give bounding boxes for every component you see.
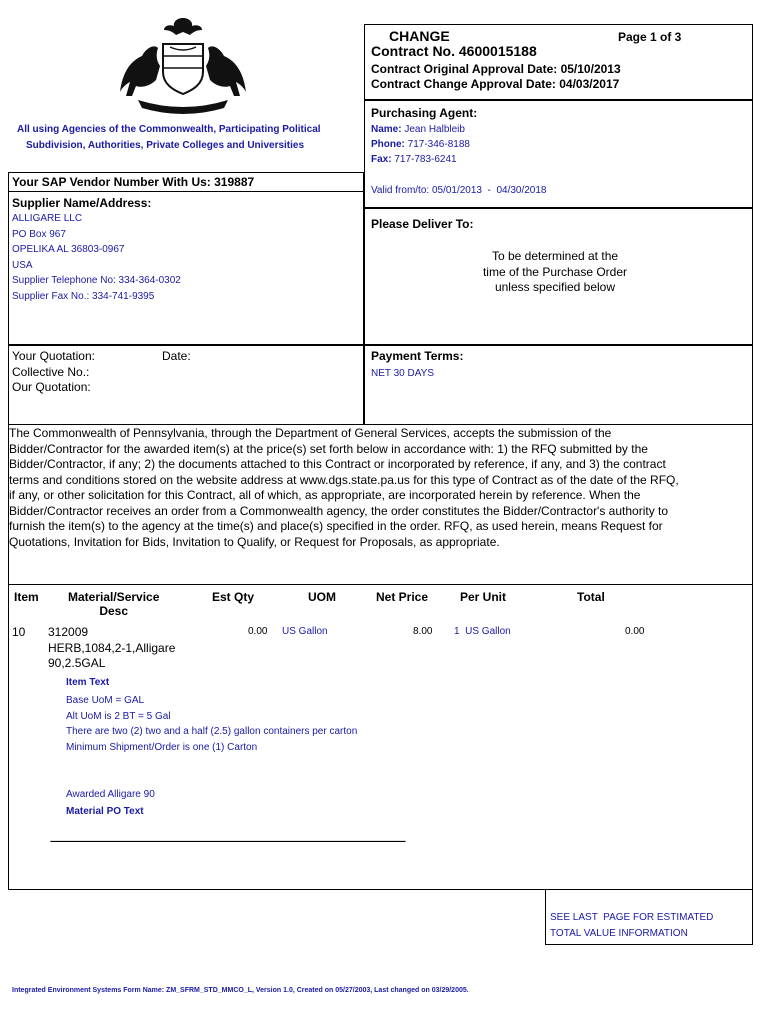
- supplier-line: Supplier Telephone No: 334-364-0302: [12, 275, 181, 286]
- row-desc-line: 90,2.5GAL: [48, 656, 106, 670]
- col-header-material-1: Material/Service: [68, 590, 160, 604]
- col-header-qty: Est Qty: [212, 590, 255, 604]
- col-header-net-price: Net Price: [376, 590, 429, 604]
- collective-no-label: Collective No.:: [12, 365, 90, 379]
- page-number: Page 1 of 3: [618, 30, 682, 44]
- terms-line: Bidder/Contractor receives an order from a Commonwealth agency, the order constitutes the Bidder/Contractor's authority to: [9, 503, 669, 518]
- col-header-material-2: Desc: [99, 604, 129, 618]
- item-text-line: Minimum Shipment/Order is one (1) Carton: [66, 741, 258, 753]
- col-header-item: Item: [14, 590, 39, 604]
- item-text-title: Item Text: [66, 677, 110, 688]
- supplier-line: Supplier Fax No.: 334-741-9395: [12, 290, 155, 302]
- payment-terms-value: NET 30 DAYS: [371, 368, 434, 379]
- awarded-text: Awarded Alligare 90: [66, 789, 155, 800]
- row-per-unit: 1 US Gallon: [454, 626, 511, 637]
- payment-terms-title: Payment Terms:: [371, 349, 464, 363]
- agent-name-value: Jean Halbleib: [404, 124, 465, 135]
- agent-name: [371, 122, 465, 138]
- agent-fax: [371, 152, 457, 168]
- row-qty: 0.00: [248, 626, 268, 637]
- valid-dates: Valid from/to: 05/01/2013 - 04/30/2018: [371, 185, 547, 196]
- agencies-note-1: All using Agencies of the Commonwealth, Participating Political: [17, 124, 321, 135]
- change-label: CHANGE: [389, 28, 450, 44]
- supplier-line: OPELIKA AL 36803-0967: [12, 244, 125, 255]
- your-quotation-label: Your Quotation:: [12, 349, 95, 363]
- form-footer: Integrated Environment Systems Form Name: ZM_SFRM_STD_MMCO_L, Version 1.0, Created on 05/27/2003, Last changed on 03/29/2005.: [12, 987, 469, 994]
- original-approval-date: Contract Original Approval Date: 05/10/2013: [371, 62, 621, 76]
- terms-line: Quotations, Invitation for Bids, Invitation to Qualify, or Request for Proposals, as appropriate.: [9, 534, 500, 549]
- agent-fax-label: Fax:: [371, 154, 392, 165]
- row-total: 0.00: [625, 626, 645, 637]
- quotation-date-label: Date:: [162, 349, 191, 363]
- our-quotation-label: Our Quotation:: [12, 380, 91, 394]
- terms-paragraph: [9, 426, 679, 550]
- deliver-title: Please Deliver To:: [371, 217, 474, 231]
- see-last-page-line-2: TOTAL VALUE INFORMATION: [550, 928, 688, 939]
- agent-fax-value: 717-783-6241: [394, 154, 457, 165]
- item-text-line: Alt UoM is 2 BT = 5 Gal: [66, 710, 171, 722]
- col-header-material: [68, 590, 159, 618]
- supplier-line: PO Box 967: [12, 228, 66, 240]
- row-material: [48, 625, 175, 672]
- see-last-page-line-1: SEE LAST PAGE FOR ESTIMATED: [550, 912, 714, 923]
- row-uom: US Gallon: [282, 626, 328, 637]
- row-material-number: 312009: [48, 625, 89, 639]
- dash-separator: -------------------------------------------------------------------------------------------------------------------------------------------------------------------------------------------: [50, 836, 405, 846]
- contract-number: Contract No. 4600015188: [371, 43, 537, 59]
- item-text-lines: [66, 693, 357, 755]
- supplier-line: ALLIGARE LLC: [12, 213, 83, 224]
- supplier-title: Supplier Name/Address:: [12, 196, 152, 210]
- row-item-number: 10: [12, 625, 26, 639]
- terms-line: The Commonwealth of Pennsylvania, through the Department of General Services, accepts the submission of the: [9, 426, 612, 440]
- supplier-address: [12, 211, 181, 304]
- col-header-total: Total: [577, 590, 605, 604]
- agent-phone: [371, 137, 470, 153]
- terms-line: if any, or other solicitation for this Contract, all of which, as appropriate, are incorporated herein by reference. When the: [9, 488, 641, 502]
- supplier-line: USA: [12, 259, 33, 271]
- sap-vendor-number: Your SAP Vendor Number With Us: 319887: [12, 175, 255, 189]
- terms-line: Bidder/Contractor for the awarded item(s) at the price(s) set forth below in accordance with: 1) the RFQ submitted by the: [9, 441, 648, 456]
- col-header-uom: UOM: [308, 590, 336, 604]
- change-approval-date: Contract Change Approval Date: 04/03/2017: [371, 77, 620, 91]
- deliver-line: unless specified below: [494, 280, 616, 294]
- item-text-line: Base UoM = GAL: [66, 695, 145, 706]
- agencies-note-2: Subdivision, Authorities, Private Colleges and Universities: [26, 140, 305, 151]
- vendor-divider: [8, 191, 364, 192]
- material-po-text: Material PO Text: [66, 806, 144, 817]
- col-header-per-unit: Per Unit: [460, 590, 507, 604]
- terms-line: Bidder/Contractor, if any; 2) the documents attached to this Contract or incorporated by reference, if any, and 3) the contract: [9, 457, 666, 471]
- row-net-price: 8.00: [413, 626, 433, 637]
- purchasing-agent-title: Purchasing Agent:: [371, 106, 478, 120]
- item-text-line: There are two (2) two and a half (2.5) gallon containers per carton: [66, 726, 358, 737]
- agent-name-label: Name:: [371, 124, 402, 135]
- terms-line: terms and conditions stored on the website address at www.dgs.state.pa.us for this type of Contract as of the date of the RFQ,: [9, 472, 679, 487]
- deliver-text: [440, 249, 670, 296]
- deliver-line: To be determined at the: [491, 249, 619, 263]
- deliver-line: time of the Purchase Order: [482, 264, 628, 279]
- row-desc-line: HERB,1084,2-1,Alligare: [48, 640, 176, 655]
- agent-phone-label: Phone:: [371, 139, 405, 150]
- terms-line: furnish the item(s) to the agency at the time(s) and place(s) specified in the order. RFQ, as used herein, means Request for: [9, 519, 663, 533]
- commonwealth-seal: [108, 14, 258, 114]
- agent-phone-value: 717-346-8188: [407, 139, 470, 150]
